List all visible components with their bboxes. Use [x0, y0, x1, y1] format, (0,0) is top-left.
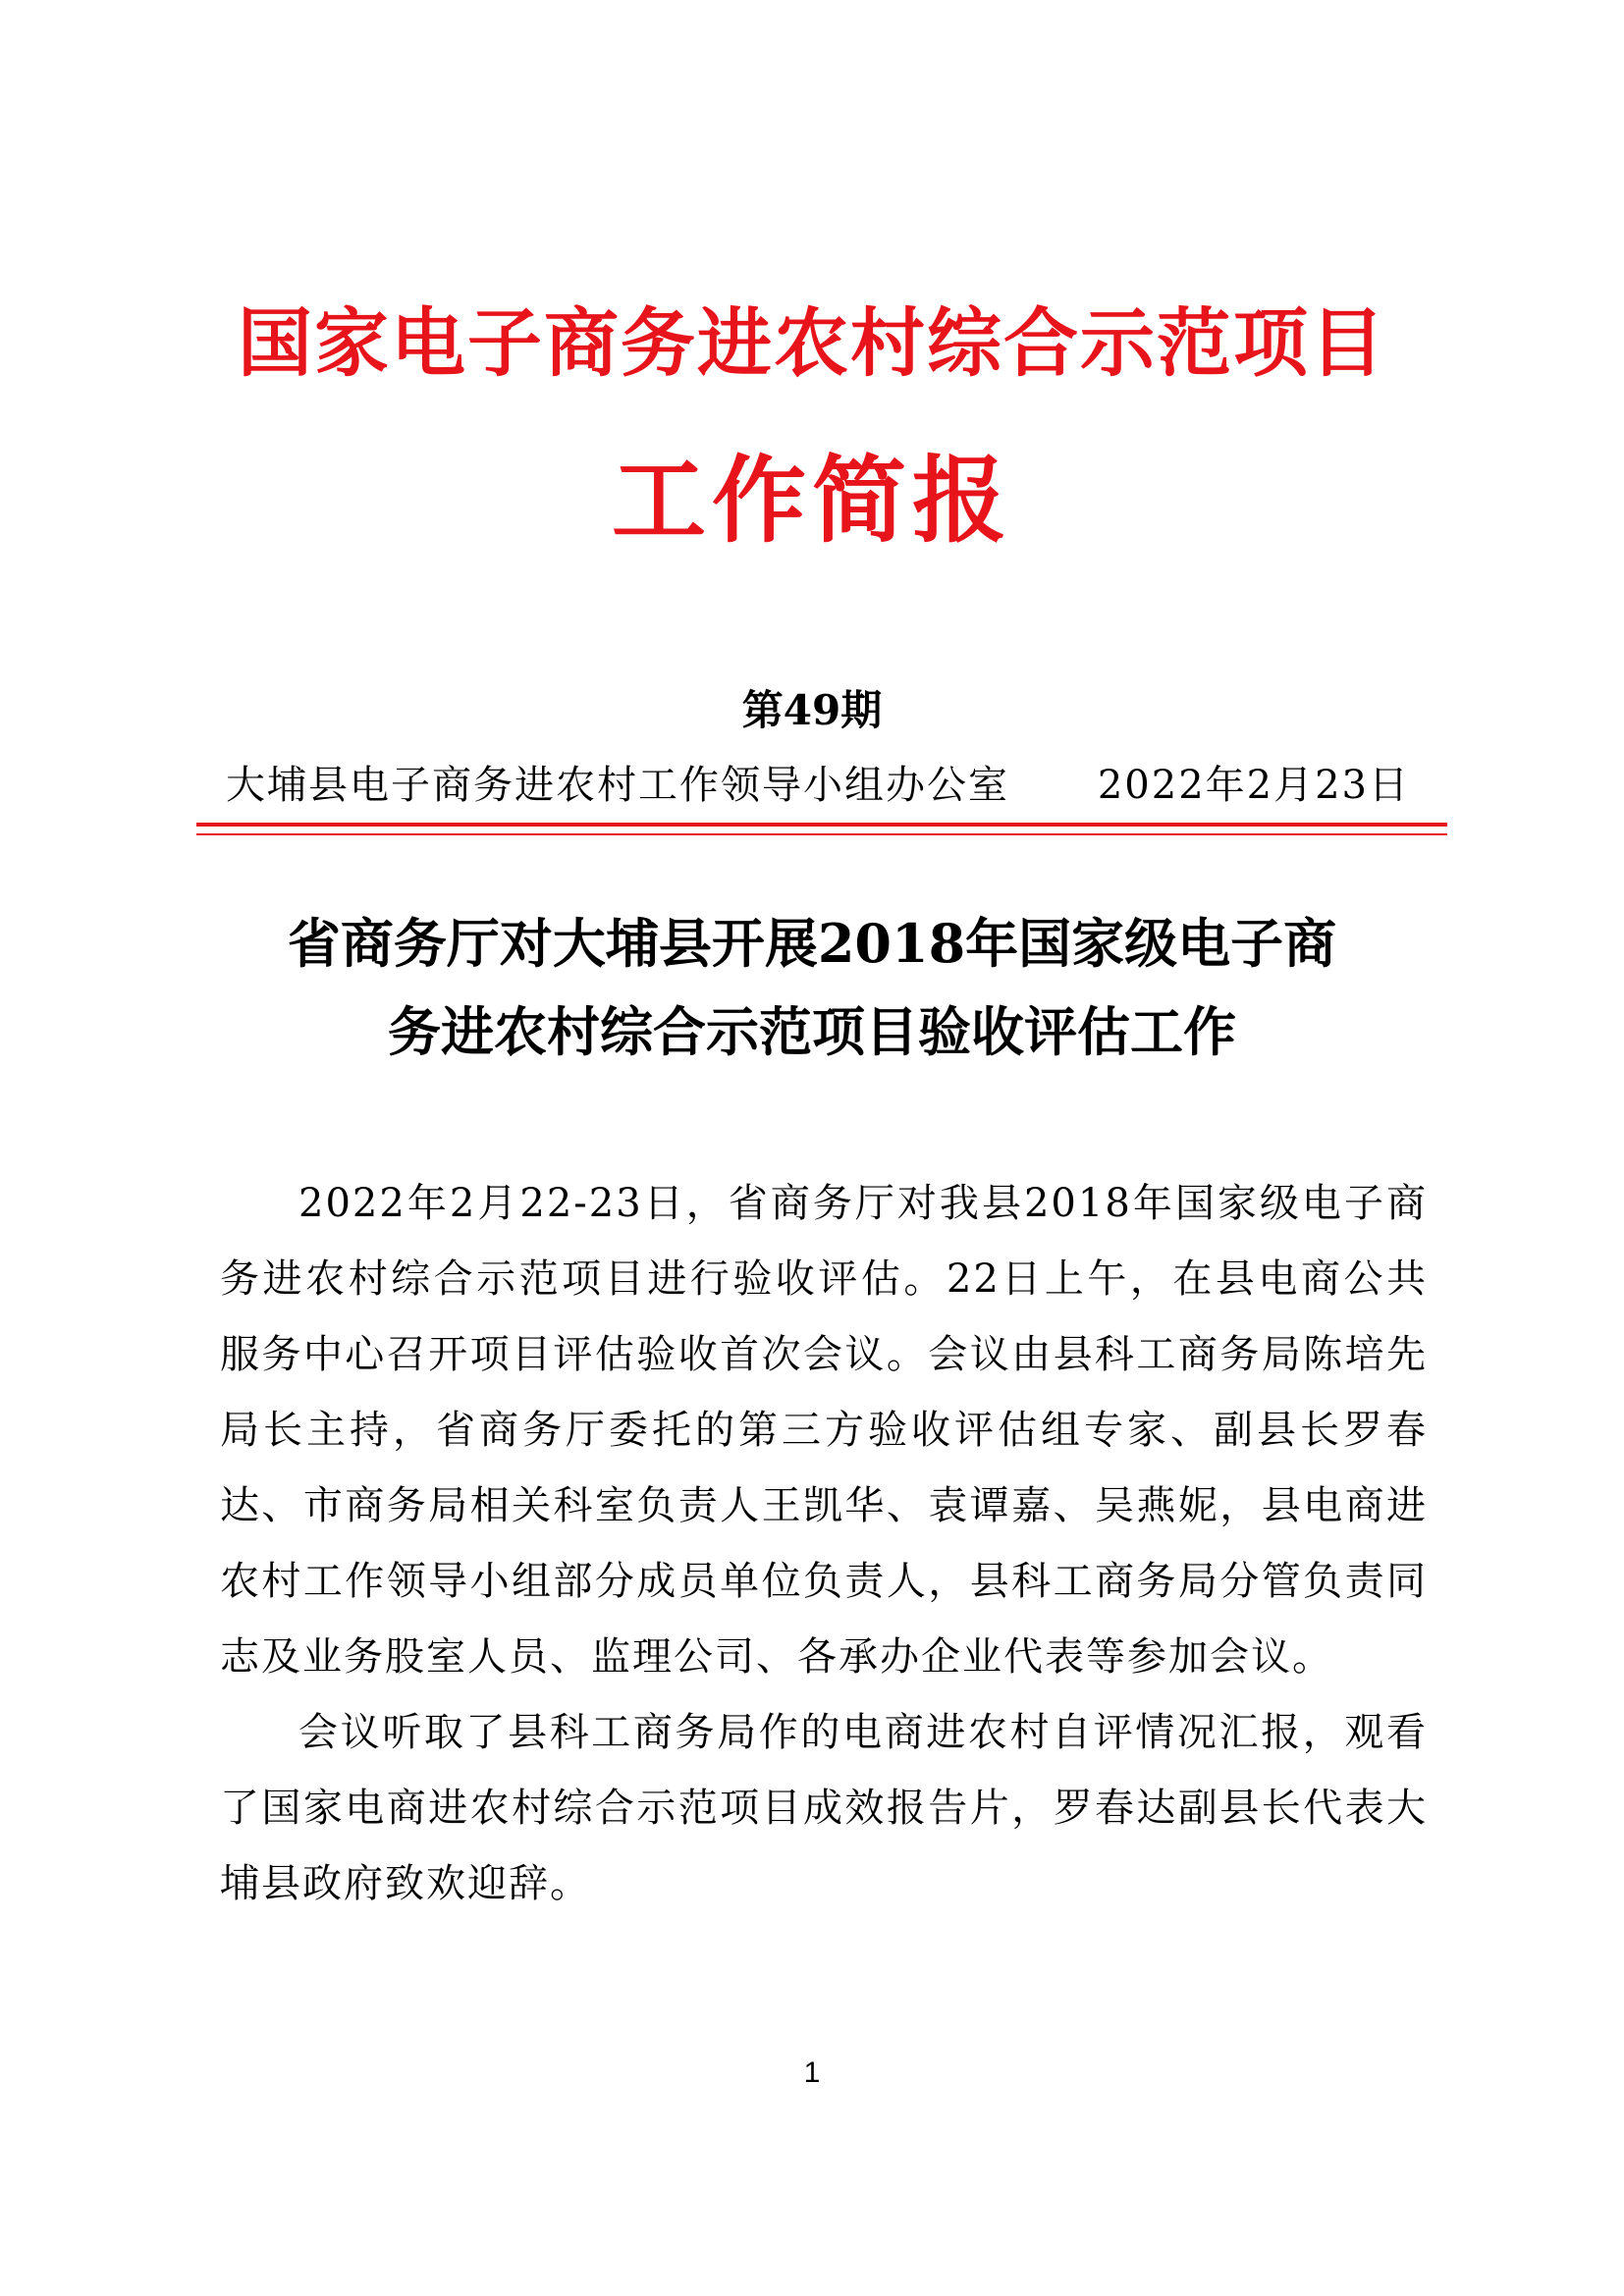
issuer-line	[226, 758, 1410, 813]
issuer-office: 大埔县电子商务进农村工作领导小组办公室	[226, 763, 1009, 808]
page-number: 1	[803, 2056, 821, 2089]
article-title-line-1: 省商务厅对大埔县开展2018年国家级电子商	[287, 912, 1337, 975]
article-title	[177, 899, 1447, 1076]
article-title-line-2: 务进农村综合示范项目验收评估工作	[388, 1000, 1236, 1063]
issue-number: 第49期	[741, 686, 883, 734]
red-divider-thick	[196, 823, 1447, 827]
article-body	[220, 1166, 1428, 1922]
masthead-subtitle: 工作简报	[612, 445, 1012, 556]
body-paragraph-1: 2022年2月22-23日，省商务厅对我县2018年国家级电子商务进农村综合示范项目进行验收评估。22日上午，在县电商公共服务中心召开项目评估验收首次会议。会议由县科工商务局陈培先局长主持，省商务厅委托的第三方验收评估组专家、副县长罗春达、市商务局相关科室负责人王凯华、袁谭嘉、吴燕妮，县电商进农村工作领导小组部分成员单位负责人，县科工商务局分管负责同志及业务股室人员、监理公司、各承办企业代表等参加会议。	[220, 1181, 1428, 1680]
issue-date: 2022年2月23日	[1097, 763, 1410, 808]
red-divider-thin	[196, 833, 1447, 835]
masthead-title: 国家电子商务进农村综合示范项目	[238, 299, 1386, 387]
body-paragraph-2: 会议听取了县科工商务局作的电商进农村自评情况汇报，观看了国家电商进农村综合示范项目成效报告片，罗春达副县长代表大埔县政府致欢迎辞。	[220, 1710, 1428, 1906]
